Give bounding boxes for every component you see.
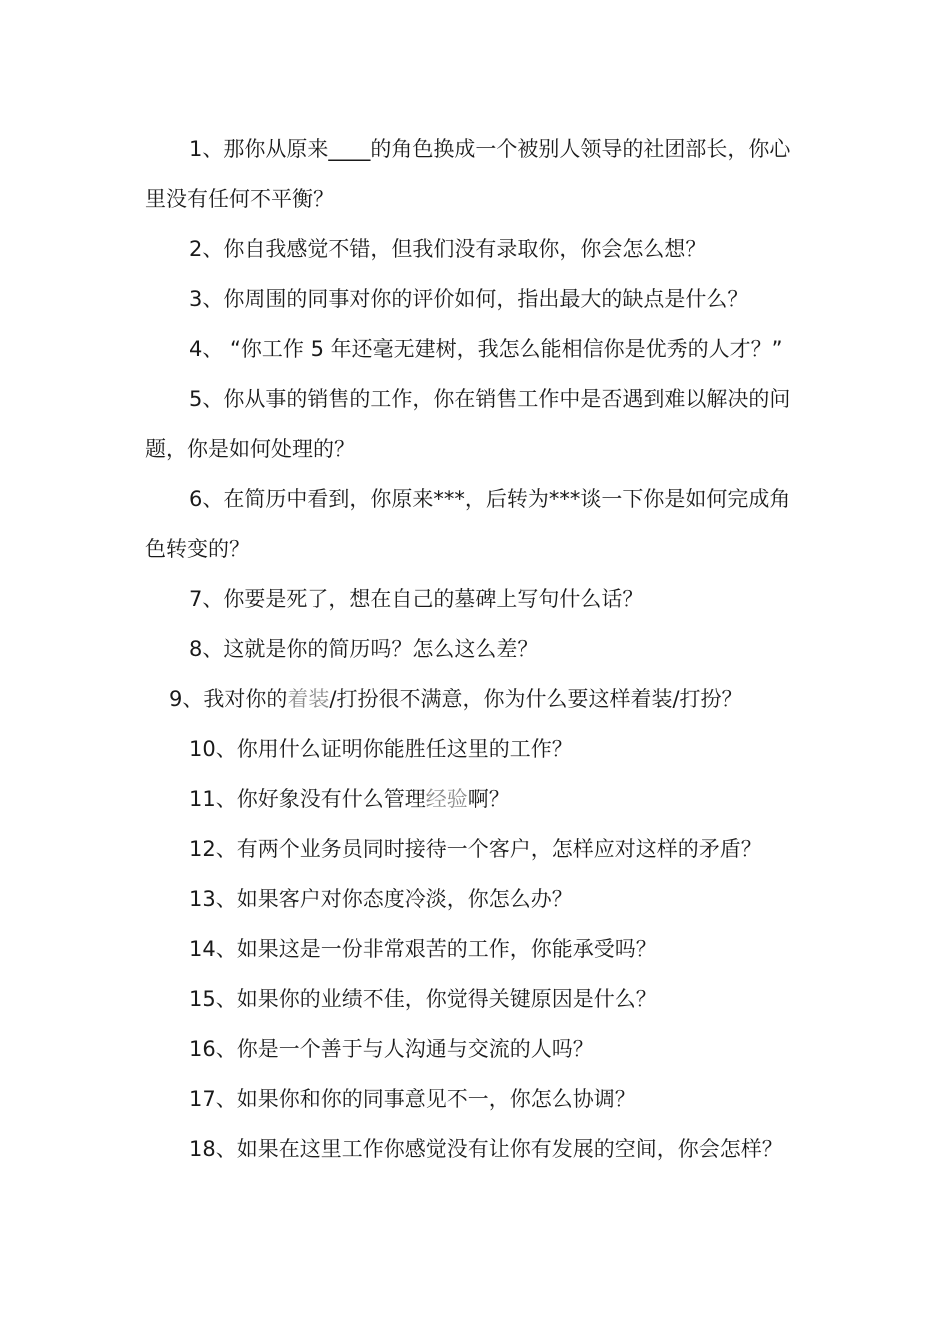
question-12: 12、有两个业务员同时接待一个客户，怎样应对这样的矛盾？ — [189, 837, 762, 861]
question-11-pre: 11、你好象没有什么管理 — [189, 787, 426, 811]
question-3: 3、你周围的同事对你的评价如何，指出最大的缺点是什么？ — [189, 287, 749, 311]
question-10: 10、你用什么证明你能胜任这里的工作？ — [189, 737, 573, 761]
question-1: 1、那你从原来____的角色换成一个被别人领导的社团部长，你心里没有任何不平衡？ — [145, 137, 791, 211]
question-8: 8、这就是你的简历吗？怎么这么差？ — [189, 637, 539, 661]
question-4: 4、 “你工作 5 年还毫无建树，我怎么能相信你是优秀的人才？” — [189, 337, 783, 361]
question-6: 6、在简历中看到，你原来***，后转为***谈一下你是如何完成角色转变的？ — [145, 487, 791, 561]
question-11 — [145, 774, 810, 824]
question-2: 2、你自我感觉不错，但我们没有录取你，你会怎么想？ — [189, 237, 707, 261]
question-16: 16、你是一个善于与人沟通与交流的人吗？ — [189, 1037, 594, 1061]
question-9-highlight: 着装 — [287, 687, 330, 711]
question-9 — [145, 674, 810, 724]
question-15: 15、如果你的业绩不佳，你觉得关键原因是什么？ — [189, 987, 657, 1011]
question-7: 7、你要是死了，想在自己的墓碑上写句什么话？ — [189, 587, 644, 611]
question-9-pre: 9、我对你的 — [169, 687, 288, 711]
question-11-highlight: 经验 — [425, 787, 468, 811]
question-11-post: 啊？ — [467, 787, 510, 811]
question-9-post: /打扮很不满意，你为什么要这样着装/打扮？ — [329, 687, 743, 711]
question-5: 5、你从事的销售的工作，你在销售工作中是否遇到难以解决的问题，你是如何处理的？ — [145, 387, 791, 461]
question-list — [145, 124, 810, 1174]
question-17: 17、如果你和你的同事意见不一，你怎么协调？ — [189, 1087, 636, 1111]
question-18: 18、如果在这里工作你感觉没有让你有发展的空间，你会怎样？ — [189, 1137, 783, 1161]
question-13: 13、如果客户对你态度冷淡，你怎么办？ — [189, 887, 573, 911]
question-14: 14、如果这是一份非常艰苦的工作，你能承受吗？ — [189, 937, 657, 961]
